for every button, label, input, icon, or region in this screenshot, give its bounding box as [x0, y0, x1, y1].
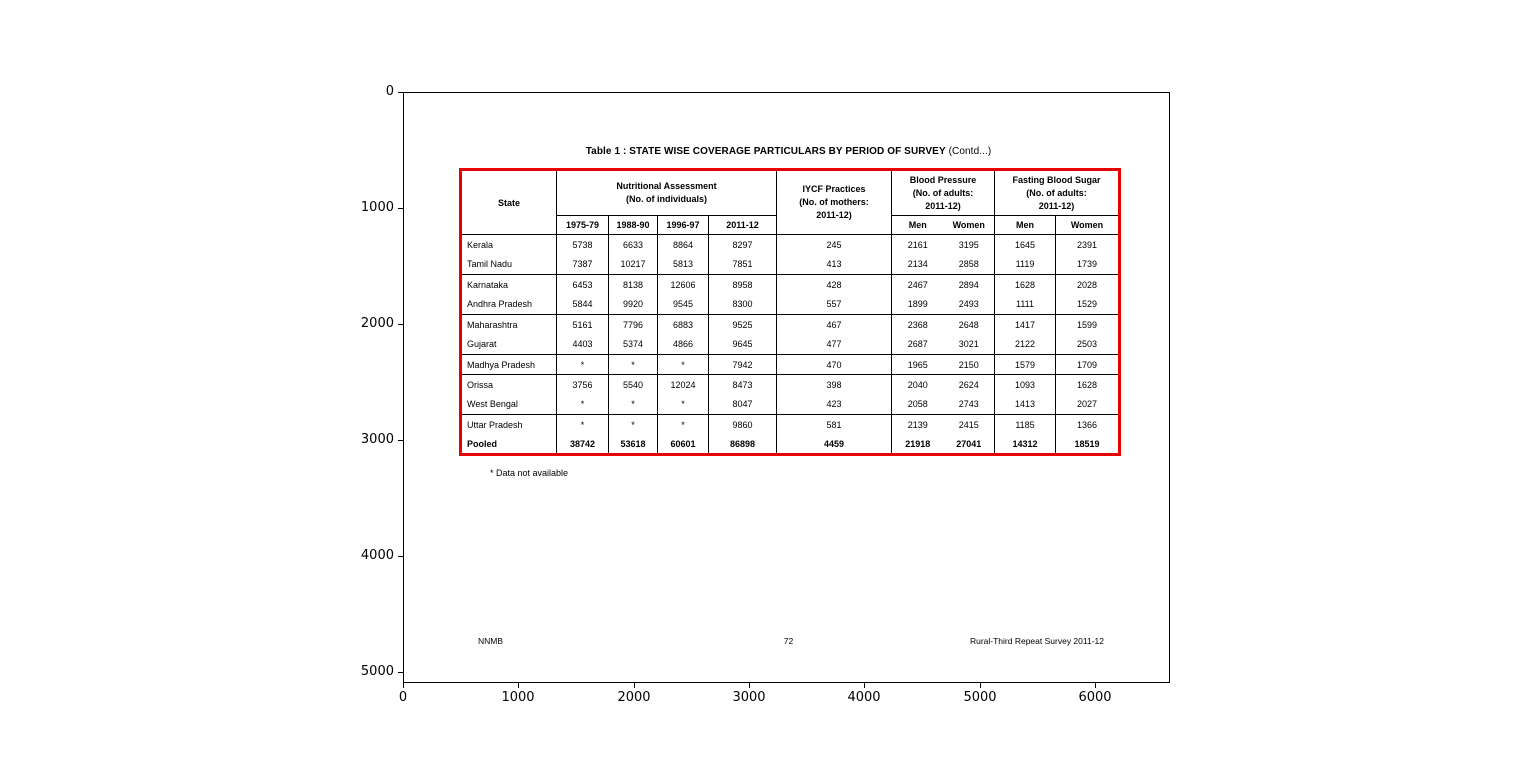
- y-tickmark: [398, 324, 403, 325]
- y-tickmark: [398, 92, 403, 93]
- cell-value: 2858: [944, 255, 995, 275]
- cell-value: *: [609, 395, 658, 415]
- col-header-bp-women: Women: [944, 216, 995, 235]
- cell-state: West Bengal: [461, 395, 557, 415]
- y-tick-label: 1000: [360, 200, 394, 215]
- footer-survey: Rural-Third Repeat Survey 2011-12: [969, 636, 1104, 646]
- table-row: [461, 355, 1120, 375]
- cell-state: Tamil Nadu: [461, 255, 557, 275]
- coverage-table: [459, 168, 1121, 456]
- cell-value: 477: [777, 335, 892, 355]
- cell-value: 1529: [1056, 295, 1120, 315]
- cell-value: 12606: [658, 275, 709, 295]
- cell-value: 8138: [609, 275, 658, 295]
- cell-value: 60601: [658, 435, 709, 455]
- cell-value: 7796: [609, 315, 658, 335]
- cell-value: 4459: [777, 435, 892, 455]
- table-row: [461, 375, 1120, 395]
- x-tickmark: [980, 683, 981, 688]
- cell-value: 1709: [1056, 355, 1120, 375]
- cell-value: 2027: [1056, 395, 1120, 415]
- cell-value: 2368: [892, 315, 944, 335]
- x-tick-label: 0: [398, 690, 408, 705]
- cell-value: *: [658, 415, 709, 435]
- y-tickmark: [398, 556, 403, 557]
- cell-value: 1628: [1056, 375, 1120, 395]
- cell-value: *: [609, 415, 658, 435]
- cell-value: 398: [777, 375, 892, 395]
- x-tickmark: [1095, 683, 1096, 688]
- cell-state: Karnataka: [461, 275, 557, 295]
- cell-value: 8047: [709, 395, 777, 415]
- cell-value: 3021: [944, 335, 995, 355]
- table-title-contd: (Contd...): [945, 146, 992, 157]
- cell-value: 2648: [944, 315, 995, 335]
- cell-value: 8958: [709, 275, 777, 295]
- cell-state: Pooled: [461, 435, 557, 455]
- cell-value: 5813: [658, 255, 709, 275]
- cell-state: Uttar Pradesh: [461, 415, 557, 435]
- x-tickmark: [518, 683, 519, 688]
- cell-value: 1965: [892, 355, 944, 375]
- cell-value: 8473: [709, 375, 777, 395]
- table-row: [461, 235, 1120, 255]
- table-row: [461, 395, 1120, 415]
- x-tick-label: 6000: [1078, 690, 1112, 705]
- cell-value: 2150: [944, 355, 995, 375]
- col-header-fasting-blood-sugar: Fasting Blood Sugar (No. of adults: 2011-12): [995, 170, 1120, 216]
- cell-value: 2058: [892, 395, 944, 415]
- col-header-year: 1988-90: [609, 216, 658, 235]
- cell-value: 1579: [995, 355, 1056, 375]
- table-row: [461, 335, 1120, 355]
- cell-value: 1111: [995, 295, 1056, 315]
- cell-value: 12024: [658, 375, 709, 395]
- page-title: [459, 146, 1118, 157]
- cell-value: 3195: [944, 235, 995, 255]
- col-header-year: 1975-79: [557, 216, 609, 235]
- cell-value: 2040: [892, 375, 944, 395]
- cell-value: 1417: [995, 315, 1056, 335]
- cell-state: Gujarat: [461, 335, 557, 355]
- cell-value: 428: [777, 275, 892, 295]
- cell-value: 4866: [658, 335, 709, 355]
- cell-value: 9525: [709, 315, 777, 335]
- cell-value: 470: [777, 355, 892, 375]
- cell-value: 581: [777, 415, 892, 435]
- cell-value: 9645: [709, 335, 777, 355]
- cell-value: 6883: [658, 315, 709, 335]
- cell-value: 27041: [944, 435, 995, 455]
- cell-value: 6633: [609, 235, 658, 255]
- col-header-iycf: IYCF Practices (No. of mothers: 2011-12): [777, 170, 892, 235]
- table-row: [461, 435, 1120, 455]
- y-tickmark: [398, 440, 403, 441]
- cell-value: 245: [777, 235, 892, 255]
- cell-value: 5844: [557, 295, 609, 315]
- cell-value: 2134: [892, 255, 944, 275]
- cell-value: 1645: [995, 235, 1056, 255]
- cell-value: 8300: [709, 295, 777, 315]
- cell-value: 2894: [944, 275, 995, 295]
- cell-value: 3756: [557, 375, 609, 395]
- cell-value: 7851: [709, 255, 777, 275]
- cell-value: 2503: [1056, 335, 1120, 355]
- table-row: [461, 255, 1120, 275]
- cell-value: *: [557, 355, 609, 375]
- cell-value: 1185: [995, 415, 1056, 435]
- cell-value: 1899: [892, 295, 944, 315]
- cell-value: 21918: [892, 435, 944, 455]
- cell-value: 1093: [995, 375, 1056, 395]
- cell-value: *: [557, 415, 609, 435]
- table-row: [461, 275, 1120, 295]
- table-row: [461, 415, 1120, 435]
- cell-state: Maharashtra: [461, 315, 557, 335]
- col-header-year: 1996-97: [658, 216, 709, 235]
- cell-value: 14312: [995, 435, 1056, 455]
- col-header-bp-men: Men: [892, 216, 944, 235]
- cell-value: 5374: [609, 335, 658, 355]
- header-row-groups: [461, 170, 1120, 216]
- col-header-state: State: [461, 170, 557, 235]
- cell-value: 413: [777, 255, 892, 275]
- col-header-fbs-women: Women: [1056, 216, 1120, 235]
- cell-value: 10217: [609, 255, 658, 275]
- cell-value: 7942: [709, 355, 777, 375]
- x-tick-label: 4000: [847, 690, 881, 705]
- x-tick-label: 3000: [732, 690, 766, 705]
- cell-value: *: [658, 395, 709, 415]
- y-tickmark: [398, 672, 403, 673]
- cell-value: 1119: [995, 255, 1056, 275]
- table-title-text: Table 1 : STATE WISE COVERAGE PARTICULARS BY PERIOD OF SURVEY: [585, 146, 946, 157]
- x-tickmark: [403, 683, 404, 688]
- cell-value: *: [658, 355, 709, 375]
- y-tick-label: 2000: [360, 316, 394, 331]
- cell-value: 9860: [709, 415, 777, 435]
- cell-value: *: [557, 395, 609, 415]
- x-tick-label: 1000: [501, 690, 535, 705]
- y-tick-label: 3000: [360, 432, 394, 447]
- cell-value: 18519: [1056, 435, 1120, 455]
- x-tick-label: 2000: [617, 690, 651, 705]
- cell-value: 38742: [557, 435, 609, 455]
- cell-value: 2391: [1056, 235, 1120, 255]
- y-tickmark: [398, 208, 403, 209]
- y-tick-label: 5000: [360, 664, 394, 679]
- cell-value: 2122: [995, 335, 1056, 355]
- cell-state: Andhra Pradesh: [461, 295, 557, 315]
- cell-value: 9920: [609, 295, 658, 315]
- cell-value: 1628: [995, 275, 1056, 295]
- col-header-fbs-men: Men: [995, 216, 1056, 235]
- cell-value: 5161: [557, 315, 609, 335]
- cell-value: 1599: [1056, 315, 1120, 335]
- cell-value: 2493: [944, 295, 995, 315]
- cell-value: 467: [777, 315, 892, 335]
- col-header-blood-pressure: Blood Pressure (No. of adults: 2011-12): [892, 170, 995, 216]
- cell-value: 1366: [1056, 415, 1120, 435]
- x-tickmark: [634, 683, 635, 688]
- page-footer: [459, 636, 1118, 646]
- cell-state: Madhya Pradesh: [461, 355, 557, 375]
- cell-value: 2743: [944, 395, 995, 415]
- col-header-nutritional-assessment: Nutritional Assessment (No. of individuals): [557, 170, 777, 216]
- x-tickmark: [864, 683, 865, 688]
- cell-value: 8297: [709, 235, 777, 255]
- cell-value: 2139: [892, 415, 944, 435]
- cell-value: 7387: [557, 255, 609, 275]
- cell-value: 1739: [1056, 255, 1120, 275]
- y-tick-label: 0: [385, 84, 394, 99]
- cell-value: *: [609, 355, 658, 375]
- table-row: [461, 295, 1120, 315]
- y-tick-label: 4000: [360, 548, 394, 563]
- col-header-year: 2011-12: [709, 216, 777, 235]
- cell-value: 9545: [658, 295, 709, 315]
- cell-value: 53618: [609, 435, 658, 455]
- cell-value: 2028: [1056, 275, 1120, 295]
- cell-value: 86898: [709, 435, 777, 455]
- cell-value: 2415: [944, 415, 995, 435]
- cell-value: 2624: [944, 375, 995, 395]
- x-tick-label: 5000: [963, 690, 997, 705]
- cell-value: 5738: [557, 235, 609, 255]
- cell-value: 8864: [658, 235, 709, 255]
- footnote: * Data not available: [490, 468, 569, 478]
- x-tickmark: [749, 683, 750, 688]
- cell-state: Orissa: [461, 375, 557, 395]
- footer-org: NNMB: [478, 636, 504, 646]
- cell-value: 557: [777, 295, 892, 315]
- cell-value: 2467: [892, 275, 944, 295]
- footer-page-number: 72: [783, 636, 794, 646]
- table-row: [461, 315, 1120, 335]
- cell-value: 1413: [995, 395, 1056, 415]
- cell-value: 6453: [557, 275, 609, 295]
- cell-value: 2687: [892, 335, 944, 355]
- cell-value: 4403: [557, 335, 609, 355]
- cell-value: 5540: [609, 375, 658, 395]
- cell-value: 423: [777, 395, 892, 415]
- cell-value: 2161: [892, 235, 944, 255]
- cell-state: Kerala: [461, 235, 557, 255]
